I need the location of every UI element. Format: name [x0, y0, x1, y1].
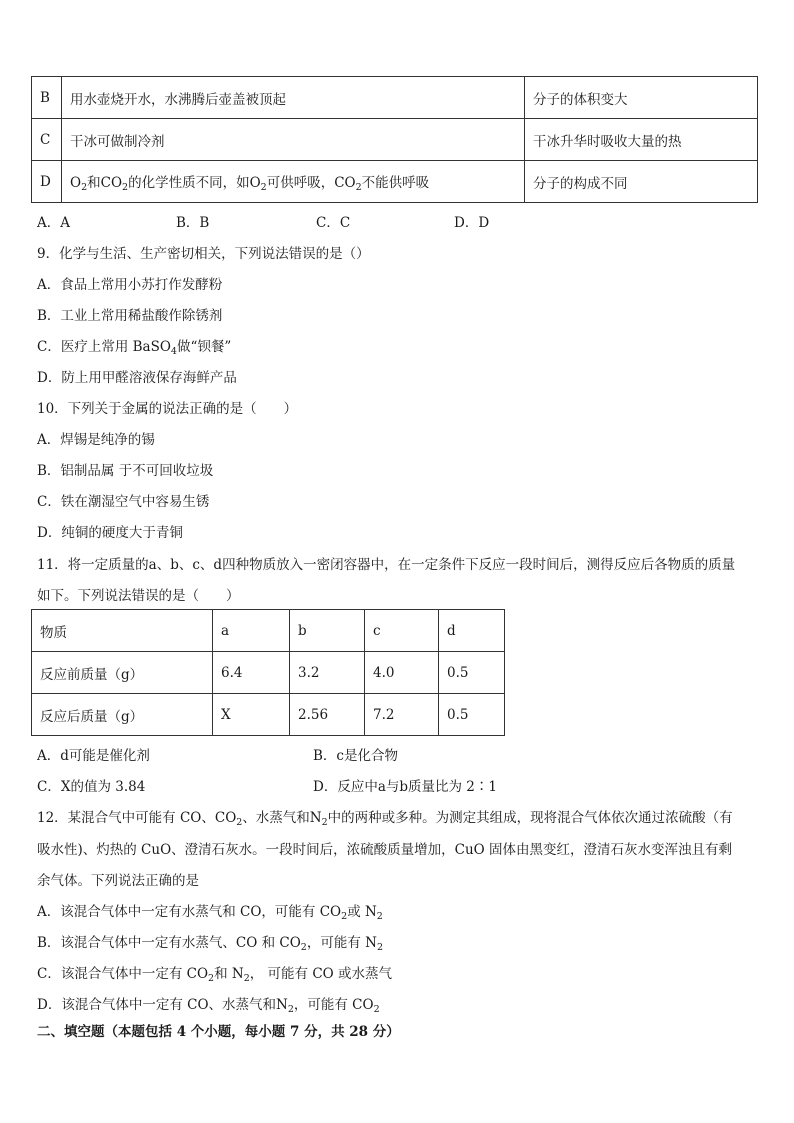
q12-option-c: C．该混合气体中一定有 $CO_2$和 $N_2$， 可能有 CO 或水蒸气	[37, 966, 393, 984]
table-cell: 0.5	[439, 652, 505, 694]
row-description: 用水壶烧开水，水沸腾后壶盖被顶起	[62, 77, 525, 119]
row-reason: 分子的体积变大	[525, 77, 758, 119]
q12-option-b: B．该混合气体中一定有水蒸气、CO 和 $CO_2$，可能有 $N_2$	[37, 935, 383, 953]
q9-stem: 9．化学与生活、生产密切相关，下列说法错误的是（）	[37, 246, 370, 262]
table-cell: X	[213, 694, 290, 736]
row-reason: 干冰升华时吸收大量的热	[525, 119, 758, 161]
option-a: A．A	[37, 215, 70, 231]
q9-option-d: D．防上用甲醛溶液保存海鲜产品	[37, 370, 237, 386]
q9-option-a: A．食品上常用小苏打作发酵粉	[37, 277, 223, 293]
table-cell: 反应前质量（g）	[32, 652, 213, 694]
q11-option-a: A．d可能是催化剂	[37, 748, 150, 764]
row-description: $O_2$和$CO_2$的化学性质不同，如$O_2$可供呼吸，$CO_2$不能供呼吸	[62, 161, 525, 203]
header-cell: c	[365, 610, 439, 652]
option-c: C．C	[316, 215, 351, 231]
header-cell: b	[290, 610, 365, 652]
q11-stem-line1: 11．将一定质量的a、b、c、d四种物质放入一密闭容器中，在一定条件下反应一段时间后，测得反应后各物质的质量	[37, 557, 736, 573]
header-cell: a	[213, 610, 290, 652]
table-row	[32, 119, 758, 161]
option-b: B．B	[176, 215, 210, 231]
section-heading: 二、填空题（本题包括 4 个小题，每小题 7 分，共 28 分）	[37, 1024, 400, 1040]
table-row	[32, 77, 758, 119]
q8-options	[37, 211, 489, 231]
option-d: D．D	[454, 215, 490, 231]
q10-option-c: C．铁在潮湿空气中容易生锈	[37, 494, 210, 510]
q11-option-d: D．反应中a与b质量比为 2∶1	[313, 779, 497, 795]
table-row	[32, 652, 505, 694]
q11-option-b: B．c是化合物	[313, 748, 398, 764]
q11-option-c: C．X的值为 3.84	[37, 779, 146, 795]
q9-option-c: C．医疗上常用 BaSO$_4$做“钡餐”	[37, 339, 232, 357]
table-cell: 反应后质量（g）	[32, 694, 213, 736]
q11-options-row2	[37, 775, 497, 795]
row-letter: D	[32, 161, 62, 203]
row-reason: 分子的构成不同	[525, 161, 758, 203]
q12-stem-line3: 余气体。下列说法正确的是	[37, 873, 199, 889]
q10-option-a: A．焊锡是纯净的锡	[37, 432, 155, 448]
q11-stem-line2: 如下。下列说法错误的是（ ）	[37, 588, 240, 604]
table-cell: 3.2	[290, 652, 365, 694]
table-row	[32, 694, 505, 736]
table-cell: 2.56	[290, 694, 365, 736]
row-description: 干冰可做制冷剂	[62, 119, 525, 161]
q12-option-d: D．该混合气体中一定有 CO、水蒸气和$N_2$，可能有 $CO_2$	[37, 997, 380, 1015]
row-letter: C	[32, 119, 62, 161]
table-cell: 7.2	[365, 694, 439, 736]
table-cell: 0.5	[439, 694, 505, 736]
explanation-table	[31, 76, 758, 203]
mass-table	[31, 609, 505, 736]
q12-stem-line1: 12．某混合气中可能有 CO、$CO_2$、水蒸气和$N_2$中的两种或多种。为测定其组成，现将混合气体依次通过浓硫酸（有	[37, 810, 733, 828]
table-cell: 4.0	[365, 652, 439, 694]
table-header-row	[32, 610, 505, 652]
header-cell: 物质	[32, 610, 213, 652]
header-cell: d	[439, 610, 505, 652]
q12-option-a: A．该混合气体中一定有水蒸气和 CO，可能有 $CO_2$或 $N_2$	[37, 904, 383, 922]
table-cell: 6.4	[213, 652, 290, 694]
q10-option-d: D．纯铜的硬度大于青铜	[37, 525, 183, 541]
q9-option-b: B．工业上常用稀盐酸作除锈剂	[37, 308, 223, 324]
table-row	[32, 161, 758, 203]
q11-options-row1	[37, 744, 398, 764]
q10-stem: 10．下列关于金属的说法正确的是（ ）	[37, 401, 298, 417]
q12-stem-line2: 吸水性)、灼热的 CuO、澄清石灰水。一段时间后，浓硫酸质量增加，CuO 固体由黑变红，澄清石灰水变浑浊且有剩	[37, 842, 733, 858]
row-letter: B	[32, 77, 62, 119]
q10-option-b: B．铝制品属 于不可回收垃圾	[37, 463, 214, 479]
